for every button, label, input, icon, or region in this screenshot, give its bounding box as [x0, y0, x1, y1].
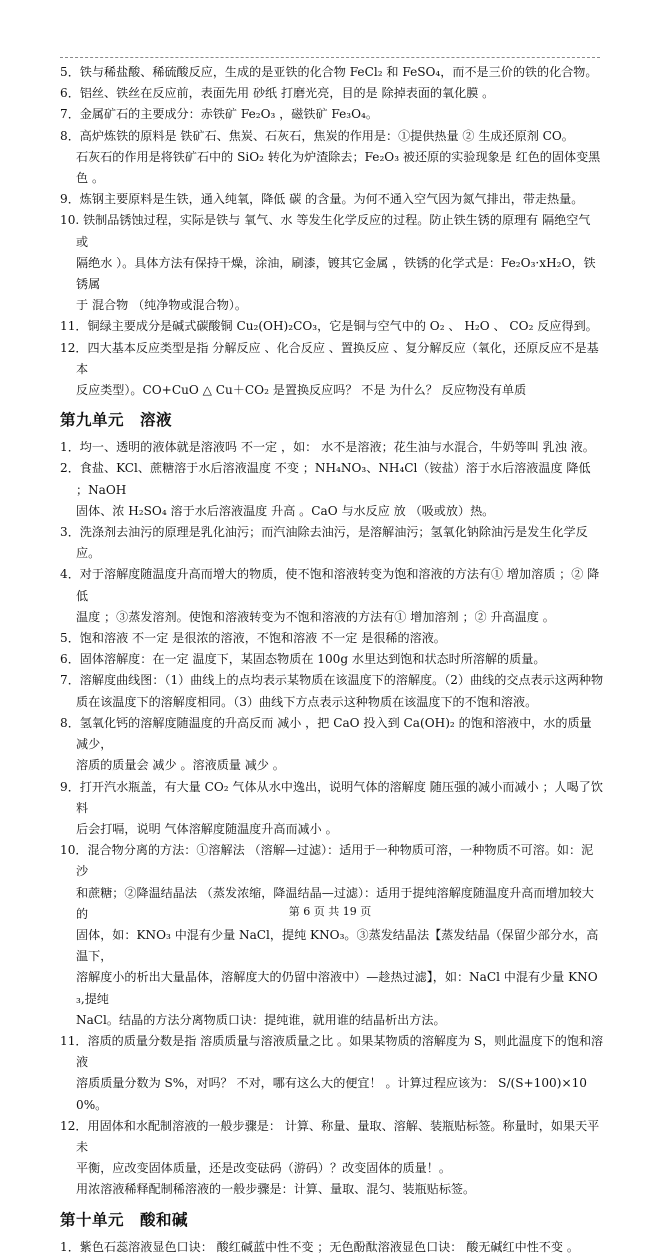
list-item: 8．氢氧化钙的溶解度随温度的升高反而 减小 ，把 CaO 投入到 Ca(OH)₂ 的饱和溶液中，水的质量 减少，: [60, 715, 592, 752]
list-item-continuation: 平衡，应改变固体质量，还是改变砝码（游码）？改变固体的质量！。: [76, 1161, 451, 1176]
list-item: 10. 铁制品锈蚀过程，实际是铁与 氧气、水 等发生化学反应的过程。防止铁生锈的原理有 隔绝空气 或: [60, 213, 591, 249]
list-item: 12．四大基本反应类型是指 分解反应 、化合反应 、置换反应 、复分解反应（氧化，还原反应不是基本: [60, 340, 599, 376]
list-item-continuation: 隔绝水 ）。具体方法有保持干燥，涂油，刷漆，镀其它金属 ，铁锈的化学式是：Fe₂O₃·xH₂O，铁锈属: [76, 255, 596, 292]
unit9-heading: 第九单元 溶液: [60, 411, 173, 430]
list-item-continuation: 溶质质量分数为 S%，对吗？ 不对，哪有这么大的便宜！ 。计算过程应该为： S/(S+100)×100%。: [76, 1076, 587, 1112]
list-item: 10．混合物分离的方法：①溶解法 （溶解—过滤）：适用于一种物质可溶，一种物质不可溶。如：泥沙: [60, 843, 594, 879]
list-item: 1．紫色石蕊溶液显色口诀： 酸红碱蓝中性不变 ；无色酚酞溶液显色口诀： 酸无碱红中性不变 。: [60, 1239, 579, 1254]
header-rule: [60, 57, 600, 58]
list-item: 1．均一、透明的液体就是溶液吗 不一定 ，如： 水不是溶液；花生油与水混合，牛奶等叫 乳浊 液。: [60, 440, 595, 455]
list-item: 11．溶质的质量分数是指 溶质质量与溶液质量之比 。如果某物质的溶解度为 S，则此温度下的饱和溶液: [60, 1033, 604, 1070]
list-item-continuation: 溶解度小的析出大量晶体，溶解度大的仍留中溶液中）—趁热过滤】，如：NaCl 中混有少量 KNO₃,提纯: [76, 970, 598, 1006]
list-item-continuation: 于 混合物 （纯净物或混合物）。: [76, 298, 247, 313]
list-item: 11．铜绿主要成分是碱式碳酸铜 Cu₂(OH)₂CO₃，它是铜与空气中的 O₂ 、 H₂O 、 CO₂ 反应得到。: [60, 319, 598, 334]
page-number: 第 6 页 共 19 页: [288, 905, 372, 918]
list-item: 5．铁与稀盐酸、稀硫酸反应，生成的是亚铁的化合物 FeCl₂ 和 FeSO₄，而不是三价的铁的化合物。: [60, 65, 598, 79]
list-item: 6．固体溶解度：在一定 温度下，某固态物质在 100g 水里达到饱和状态时所溶解的质量。: [60, 652, 546, 667]
list-item-continuation: 温度 ；③蒸发溶剂。使饱和溶液转变为不饱和溶液的方法有① 增加溶剂 ；② 升高温度 。: [76, 609, 555, 624]
list-item: 5．饱和溶液 不一定 是很浓的溶液，不饱和溶液 不一定 是很稀的溶液。: [60, 631, 446, 646]
list-item-continuation: 和蔗糖；②降温结晶法 （蒸发浓缩，降温结晶—过滤）：适用于提纯溶解度随温度升高而增加较大的: [76, 885, 594, 921]
list-item: 12．用固体和水配制溶液的一般步骤是： 计算、称量、量取、溶解、装瓶贴标签。称量时，如果天平未: [60, 1118, 600, 1154]
list-item: 9．炼钢主要原料是生铁，通入纯氧，降低 碳 的含量。为何不通入空气因为氮气排出，带走热量。: [60, 192, 584, 207]
list-item-continuation: 溶质的质量会 减少 。溶液质量 减少 。: [76, 758, 285, 773]
page-content: [60, 62, 604, 1258]
list-item: 7．金属矿石的主要成分：赤铁矿 Fe₂O₃ ，磁铁矿 Fe₃O₄。: [60, 107, 379, 122]
list-item-continuation: 固体，如：KNO₃ 中混有少量 NaCl，提纯 KNO₃。③蒸发结晶法【蒸发结晶（保留少部分水，高温下，: [76, 927, 599, 964]
list-item: 3．洗涤剂去油污的原理是乳化油污；而汽油除去油污，是溶解油污；氢氧化钠除油污是发生化学反应。: [60, 525, 588, 561]
unit10-heading: 第十单元 酸和碱: [60, 1210, 189, 1229]
list-item: 7．溶解度曲线图：（1）曲线上的点均表示某物质在该温度下的溶解度。（2）曲线的交点表示这两种物: [60, 673, 604, 688]
list-item-continuation: 质在该温度下的溶解度相同。（3）曲线下方点表示这种物质在该温度下的不饱和溶液。: [76, 694, 538, 709]
list-item: 6．铝丝、铁丝在反应前，表面先用 砂纸 打磨光亮，目的是 除掉表面的氧化膜 。: [60, 86, 495, 101]
list-item-continuation: 固体、浓 H₂SO₄ 溶于水后溶液温度 升高 。CaO 与水反应 放 （吸或放）热。: [76, 503, 495, 518]
list-item: 4．对于溶解度随温度升高而增大的物质，使不饱和溶液转变为饱和溶液的方法有① 增加溶质 ；② 降低: [60, 567, 600, 603]
list-item: 9．打开汽水瓶盖，有大量 CO₂ 气体从水中逸出，说明气体的溶解度 随压强的减小而减小 ；人喝了饮料: [60, 779, 603, 815]
list-item-continuation: NaCl。结晶的方法分离物质口诀：提纯谁，就用谁的结晶析出方法。: [76, 1012, 446, 1027]
list-item-continuation: 石灰石的作用是将铁矿石中的 SiO₂ 转化为炉渣除去；Fe₂O₃ 被还原的实验现象是 红色的固体变黑色 。: [76, 149, 601, 186]
list-item-continuation: 后会打嗝，说明 气体溶解度随温度升高而减小 。: [76, 821, 338, 836]
list-item-continuation: 反应类型）。CO+CuO △ Cu＋CO₂ 是置换反应吗？ 不是 为什么？ 反应物没有单质: [76, 383, 527, 398]
list-item: 2．食盐、KCl、蔗糖溶于水后溶液温度 不变 ；NH₄NO₃、NH₄Cl（铵盐）溶于水后溶液温度 降低 ；NaOH: [60, 461, 591, 497]
list-item-continuation: 用浓溶液稀释配制稀溶液的一般步骤是：计算、量取、混匀、装瓶贴标签。: [76, 1182, 476, 1197]
list-item: 8．高炉炼铁的原料是 铁矿石、焦炭、石灰石，焦炭的作用是：①提供热量 ② 生成还原剂 CO。: [60, 128, 574, 143]
